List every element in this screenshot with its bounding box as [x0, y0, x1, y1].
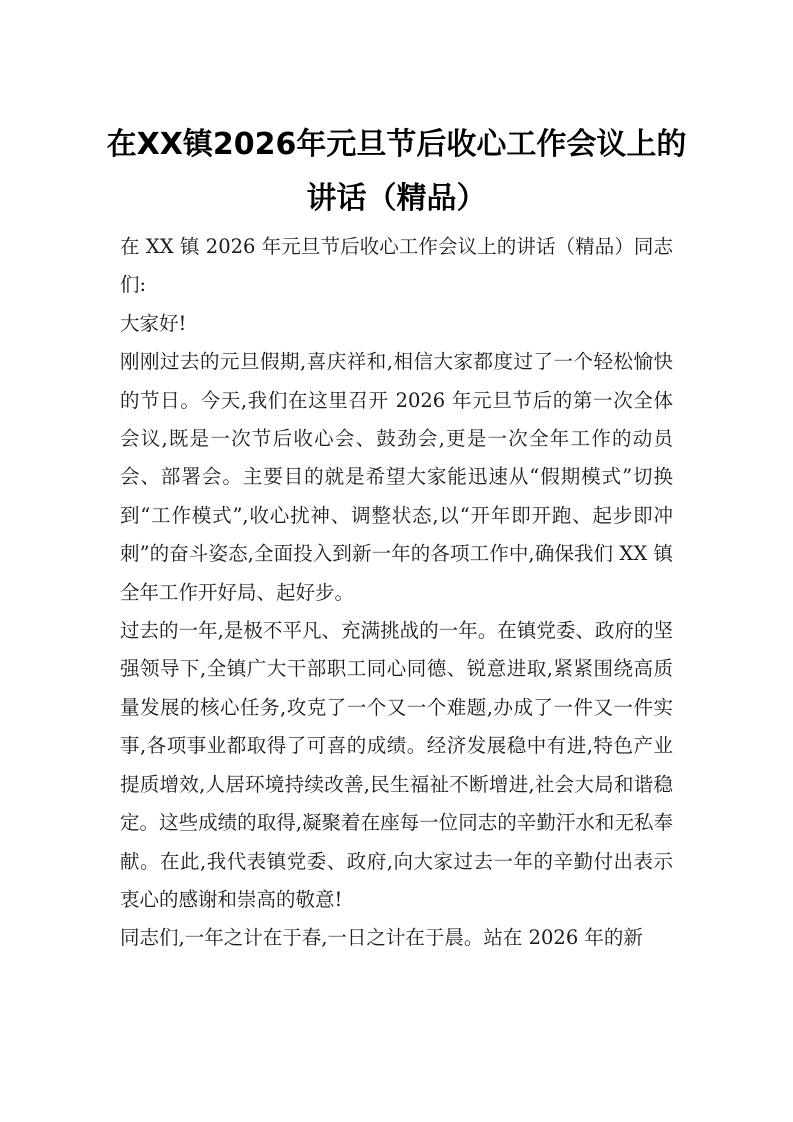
document-body: [120, 228, 673, 958]
paragraph-holiday-intro: 刚刚过去的元旦假期,喜庆祥和,相信大家都度过了一个轻松愉快的节日。今天,我们在这里召开 2026 年元旦节后的第一次全体会议,既是一次节后收心会、鼓劲会,更是一次全年工作的动员会、部署会。主要目的就是希望大家能迅速从“假期模式”切换到“工作模式”,收心扰神、调整状态,以“开年即开跑、起步即冲刺”的奋斗姿态,全面投入到新一年的各项工作中,确保我们 XX 镇全年工作开好局、起好步。: [120, 350, 673, 604]
paragraph-new-year-outlook: 同志们,一年之计在于春,一日之计在于晨。站在 2026 年的新: [120, 926, 643, 950]
paragraph-greeting: 大家好!: [120, 311, 187, 335]
document-title: 在XX镇2026年元旦节后收心工作会议上的讲话（精品）: [106, 127, 687, 216]
paragraph-heading-salutation: 在 XX 镇 2026 年元旦节后收心工作会议上的讲话（精品）同志们:: [120, 235, 673, 297]
paragraph-past-year-review: 过去的一年,是极不平凡、充满挑战的一年。在镇党委、政府的坚强领导下,全镇广大干部职工同心同德、锐意进取,紧紧围绕高质量发展的核心任务,攻克了一个又一个难题,办成了一件又一件实事,各项事业都取得了可喜的成绩。经济发展稳中有进,特色产业提质增效,人居环境持续改善,民生福祉不断增进,社会大局和谐稳定。这些成绩的取得,凝聚着在座每一位同志的辛勤汗水和无私奉献。在此,我代表镇党委、政府,向大家过去一年的辛勤付出表示衷心的感谢和崇高的敬意!: [120, 619, 673, 911]
